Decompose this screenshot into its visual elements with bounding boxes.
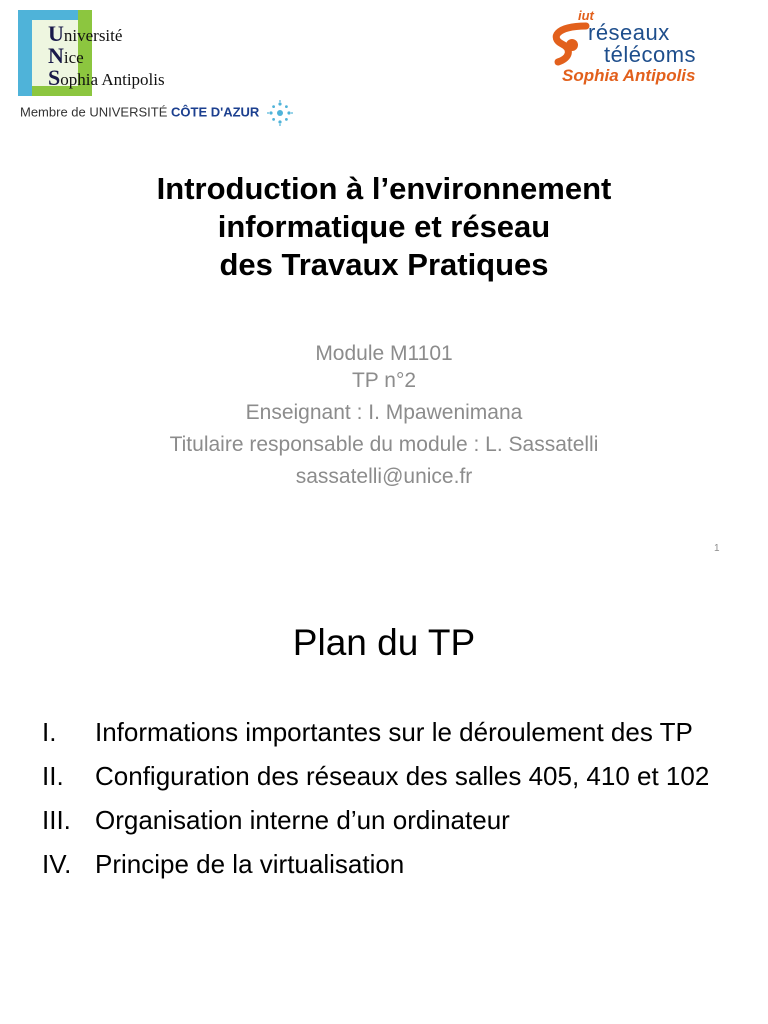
title-line-1: Introduction à l’environnement [156, 171, 612, 206]
list-item [42, 848, 732, 881]
uns-member-prefix: Membre de UNIVERSITÉ [20, 104, 171, 120]
list-item-number: II. [42, 761, 64, 791]
list-item [42, 804, 732, 837]
slide-subtitle [0, 340, 768, 490]
uns-word-universite: niversité [63, 26, 123, 45]
uns-member-bold: CÔTE D'AZUR [171, 104, 260, 120]
iut-logo [548, 8, 748, 88]
plan-title: Plan du TP [292, 622, 476, 663]
uns-name [48, 21, 165, 90]
uns-letter-n: N [48, 43, 64, 68]
uns-logo [18, 10, 318, 126]
title-line-3: des Travaux Pratiques [219, 247, 549, 282]
subtitle-teacher: Enseignant : I. Mpawenimana [245, 401, 523, 424]
iut-telecoms-text: télécoms [604, 42, 697, 67]
list-item-text: Organisation interne d’un ordinateur [95, 805, 510, 835]
page-number: 1 [714, 543, 720, 554]
subtitle-tp-number: TP n°2 [351, 369, 417, 392]
starburst-icon [267, 100, 293, 126]
swoosh-icon [548, 22, 592, 68]
list-item-number: III. [42, 805, 71, 835]
subtitle-responsible: Titulaire responsable du module : L. Sassatelli [169, 433, 599, 456]
list-item-text: Configuration des réseaux des salles 405, 410 et 102 [95, 761, 710, 791]
list-item-text: Principe de la virtualisation [95, 849, 405, 879]
slide-2 [0, 576, 768, 1024]
uns-word-sophia: ophia Antipolis [60, 70, 165, 89]
list-item-text: Informations importantes sur le déroulement des TP [95, 717, 693, 747]
uns-member-line [20, 100, 293, 126]
list-item-number: I. [42, 717, 57, 747]
uns-letter-u: U [48, 21, 64, 46]
title-line-2: informatique et réseau [217, 209, 551, 244]
iut-small-text: iut [578, 8, 594, 23]
iut-reseaux-text: réseaux [588, 20, 670, 45]
iut-sophia-text: Sophia Antipolis [562, 66, 696, 85]
list-item [42, 716, 732, 749]
uns-letter-s: S [48, 65, 61, 90]
slide-title [0, 170, 768, 284]
list-item-number: IV. [42, 849, 72, 879]
subtitle-email: sassatelli@unice.fr [295, 465, 473, 488]
uns-word-nice: ice [63, 48, 84, 67]
list-item [42, 760, 732, 793]
plan-list [42, 716, 732, 892]
subtitle-module: Module M1101 [315, 342, 453, 365]
